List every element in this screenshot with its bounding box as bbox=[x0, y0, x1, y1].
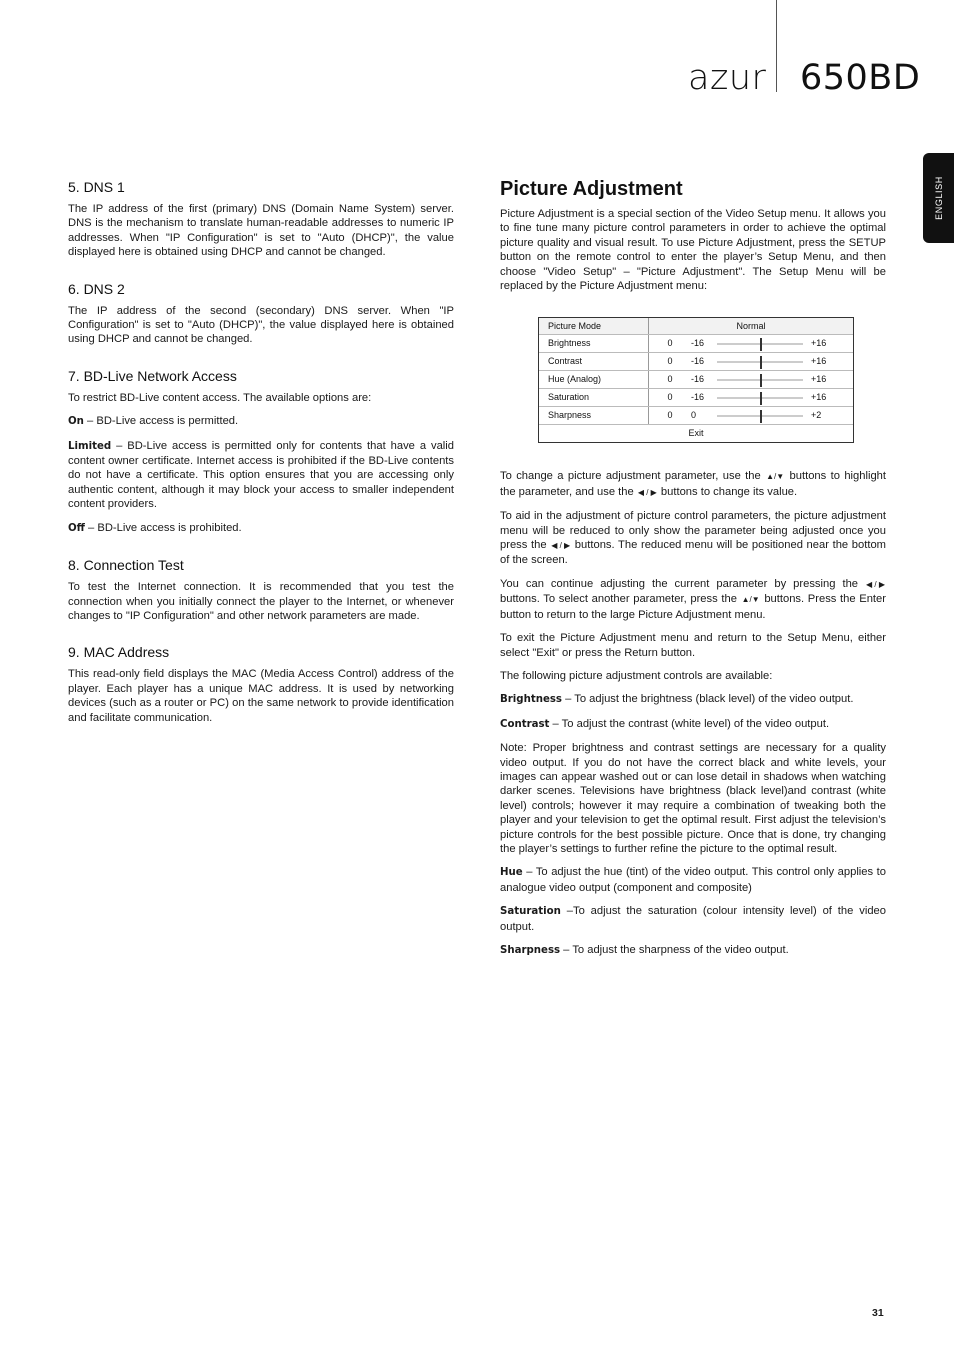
section-dns2 bbox=[68, 280, 454, 347]
text: buttons. To select another parameter, press the bbox=[500, 593, 741, 606]
option-text: – BD-Live access is permitted only for contents that have a valid content owner certificate. Internet access is prohibited if the BD-Live contents do not have a certificate. This option ensures that you are accessing only authentic content, although it may block your access to smaller independent content providers. bbox=[68, 439, 454, 511]
left-right-arrows-icon: ◀ / ▶ bbox=[866, 579, 885, 589]
section-body: To test the Internet connection. It is recommended that you test the connection when you initially connect the player to the Internet, or whenever changes to "IP Configuration" and other network parameters are made. bbox=[68, 581, 454, 622]
brand-model: 650BD bbox=[800, 58, 921, 98]
menu-exit: Exit bbox=[688, 428, 704, 439]
control-brightness bbox=[500, 692, 886, 707]
section-body: This read-only field displays the MAC (Media Access Control) address of the player. Each player has a unique MAC address. It is used by networking devices (such as a router or PC) on the same network to provide identification and facilitate communication. bbox=[68, 668, 454, 724]
menu-row-slider bbox=[717, 376, 803, 384]
section-heading: 9. MAC Address bbox=[68, 644, 170, 661]
section-heading: 7. BD-Live Network Access bbox=[68, 367, 237, 384]
menu-row-label: Hue (Analog) bbox=[539, 371, 649, 388]
menu-row-min: -16 bbox=[691, 392, 705, 403]
brand-series: azur bbox=[688, 58, 767, 98]
menu-row-label: Contrast bbox=[539, 353, 649, 370]
text: buttons. The reduced menu will be positioned near the bottom of the screen. bbox=[500, 539, 886, 567]
section-mac-address bbox=[68, 643, 454, 725]
section-heading: 8. Connection Test bbox=[68, 557, 184, 574]
left-column bbox=[68, 176, 454, 745]
left-right-arrows-icon: ◀ / ▶ bbox=[551, 541, 571, 551]
para-available: The following picture adjustment controls are available: bbox=[500, 669, 773, 682]
note-term: Note bbox=[500, 742, 524, 755]
menu-row-value: 0 bbox=[667, 392, 673, 403]
control-hue bbox=[500, 865, 886, 895]
option-limited bbox=[68, 439, 454, 512]
menu-row-value: 0 bbox=[667, 356, 673, 367]
slider-knob bbox=[760, 356, 762, 369]
note-paragraph bbox=[500, 741, 886, 856]
language-tab-label: ENGLISH bbox=[933, 176, 944, 220]
control-text: – To adjust the contrast (white level) of the video output. bbox=[549, 717, 830, 730]
up-down-arrows-icon: ▲/▼ bbox=[741, 595, 760, 605]
section-dns1 bbox=[68, 178, 454, 260]
menu-row-label: Picture Mode bbox=[539, 318, 649, 334]
menu-row-min: -16 bbox=[691, 338, 705, 349]
up-down-arrows-icon: ▲/▼ bbox=[766, 472, 785, 482]
para-continue bbox=[500, 577, 886, 622]
section-intro: To restrict BD-Live content access. The available options are: bbox=[68, 391, 372, 404]
menu-row-label: Saturation bbox=[539, 389, 649, 406]
menu-row-label: Brightness bbox=[539, 335, 649, 352]
para-change bbox=[500, 469, 886, 500]
menu-row-hue-analog[interactable] bbox=[539, 371, 853, 389]
menu-row-sharpness[interactable] bbox=[539, 407, 853, 425]
language-tab bbox=[923, 153, 954, 243]
slider-knob bbox=[760, 410, 762, 423]
menu-parameter-rows bbox=[539, 335, 853, 425]
control-term: Contrast bbox=[500, 718, 550, 730]
control-saturation bbox=[500, 904, 886, 934]
menu-row-max: +2 bbox=[811, 410, 822, 421]
page-title: Picture Adjustment bbox=[500, 178, 683, 200]
intro-paragraph: Picture Adjustment is a special section of the Video Setup menu. It allows you to fine tune many picture control parameters in order to achieve the optimal picture quality and visual result. To use Picture Adjustment, press the SETUP button on the remote control to enter the player’s Setup Menu, and then choose "Video Setup" – "Picture Adjustment". The Setup Menu will be replaced by the Picture Adjustment menu: bbox=[500, 208, 886, 293]
header-divider bbox=[776, 0, 777, 92]
menu-row-picture-mode bbox=[539, 318, 853, 335]
section-heading: 5. DNS 1 bbox=[68, 179, 125, 195]
menu-row-label: Sharpness bbox=[539, 407, 649, 424]
text: You can continue adjusting the current parameter by pressing the bbox=[500, 577, 866, 590]
option-term: Limited bbox=[68, 440, 112, 452]
text: buttons to highlight the parameter, and use the bbox=[500, 470, 886, 498]
control-text: –To adjust the saturation (colour intensity level) of the video output. bbox=[500, 905, 886, 933]
menu-row-max: +16 bbox=[811, 374, 827, 385]
menu-row-min: -16 bbox=[691, 356, 705, 367]
menu-row-max: +16 bbox=[811, 392, 827, 403]
option-text: – BD-Live access is permitted. bbox=[83, 415, 239, 428]
section-bdlive bbox=[68, 367, 454, 536]
control-text: – To adjust the hue (tint) of the video output. This control only applies to analogue video output (component and composite) bbox=[500, 866, 886, 894]
section-heading: 6. DNS 2 bbox=[68, 280, 125, 297]
menu-row-min: -16 bbox=[691, 374, 705, 385]
menu-row-value: 0 bbox=[667, 410, 673, 421]
page-number: 31 bbox=[872, 1307, 884, 1319]
text: To change a picture adjustment parameter, use the bbox=[500, 470, 766, 483]
slider-knob bbox=[760, 338, 762, 351]
control-term: Hue bbox=[500, 867, 523, 879]
section-connection-test bbox=[68, 556, 454, 623]
section-body: The IP address of the second (secondary) DNS server. When "IP Configuration" is set to "Auto (DHCP)", the value displayed here is obtained using DHCP and cannot be changed. bbox=[68, 304, 454, 346]
text: buttons. Press the Enter button to return to the large Picture Adjustment menu. bbox=[500, 593, 886, 621]
text: To aid in the adjustment of picture control parameters, the picture adjustment menu will be reduced to only show the parameter being adjusted once you press the bbox=[500, 510, 886, 552]
menu-row-slider bbox=[717, 340, 803, 348]
option-off bbox=[68, 521, 454, 536]
option-term: Off bbox=[68, 522, 85, 534]
picture-mode-value: Normal bbox=[736, 320, 766, 331]
section-body: The IP address of the first (primary) DNS (Domain Name System) server. DNS is the mechanism to translate human-readable addresses to numeric IP addresses. When "IP Configuration" is set to "Auto (DHCP)", the value displayed here is obtained using DHCP and cannot be changed. bbox=[68, 203, 454, 259]
menu-row-value: 0 bbox=[667, 374, 673, 385]
control-term: Brightness bbox=[500, 694, 562, 706]
right-column bbox=[500, 176, 886, 967]
option-on bbox=[68, 414, 454, 429]
slider-knob bbox=[760, 392, 762, 405]
menu-row-slider bbox=[717, 412, 803, 420]
menu-row-contrast[interactable] bbox=[539, 353, 853, 371]
slider-knob bbox=[760, 374, 762, 387]
left-right-arrows-icon: ◀ / ▶ bbox=[637, 487, 657, 497]
menu-row-slider bbox=[717, 358, 803, 366]
menu-row-min: 0 bbox=[691, 410, 697, 421]
control-sharpness bbox=[500, 943, 886, 958]
control-contrast bbox=[500, 717, 886, 732]
note-text: : Proper brightness and contrast settings are necessary for a quality video output. If you do not have the correct black and white levels, your images can appear washed out or can lose detail in shadows when watching darker scenes. Televisions have brightness (black level)and contrast (white level) controls; however it may require a combination of tweaking both the player and your television to get the optimal result. First adjust the television’s picture controls for the best possible picture. Once that is done, try changing the player’s settings to further refine the picture to the optimal result. bbox=[500, 742, 886, 855]
picture-adjustment-menu bbox=[538, 317, 854, 443]
menu-row-max: +16 bbox=[811, 338, 827, 349]
menu-row-brightness[interactable] bbox=[539, 335, 853, 353]
option-term: On bbox=[68, 416, 84, 428]
menu-row-value: 0 bbox=[667, 338, 673, 349]
menu-row-saturation[interactable] bbox=[539, 389, 853, 407]
control-text: – To adjust the sharpness of the video output. bbox=[560, 944, 789, 956]
menu-row-max: +16 bbox=[811, 356, 827, 367]
para-exit: To exit the Picture Adjustment menu and return to the Setup Menu, either select "Exit" or press the Return button. bbox=[500, 632, 886, 659]
text: buttons to change its value. bbox=[657, 485, 798, 498]
control-term: Saturation bbox=[500, 906, 561, 918]
control-text: – To adjust the brightness (black level) of the video output. bbox=[562, 693, 854, 706]
control-term: Sharpness bbox=[500, 945, 561, 956]
option-text: – BD-Live access is prohibited. bbox=[84, 521, 242, 534]
para-aid bbox=[500, 509, 886, 568]
menu-row-slider bbox=[717, 394, 803, 402]
